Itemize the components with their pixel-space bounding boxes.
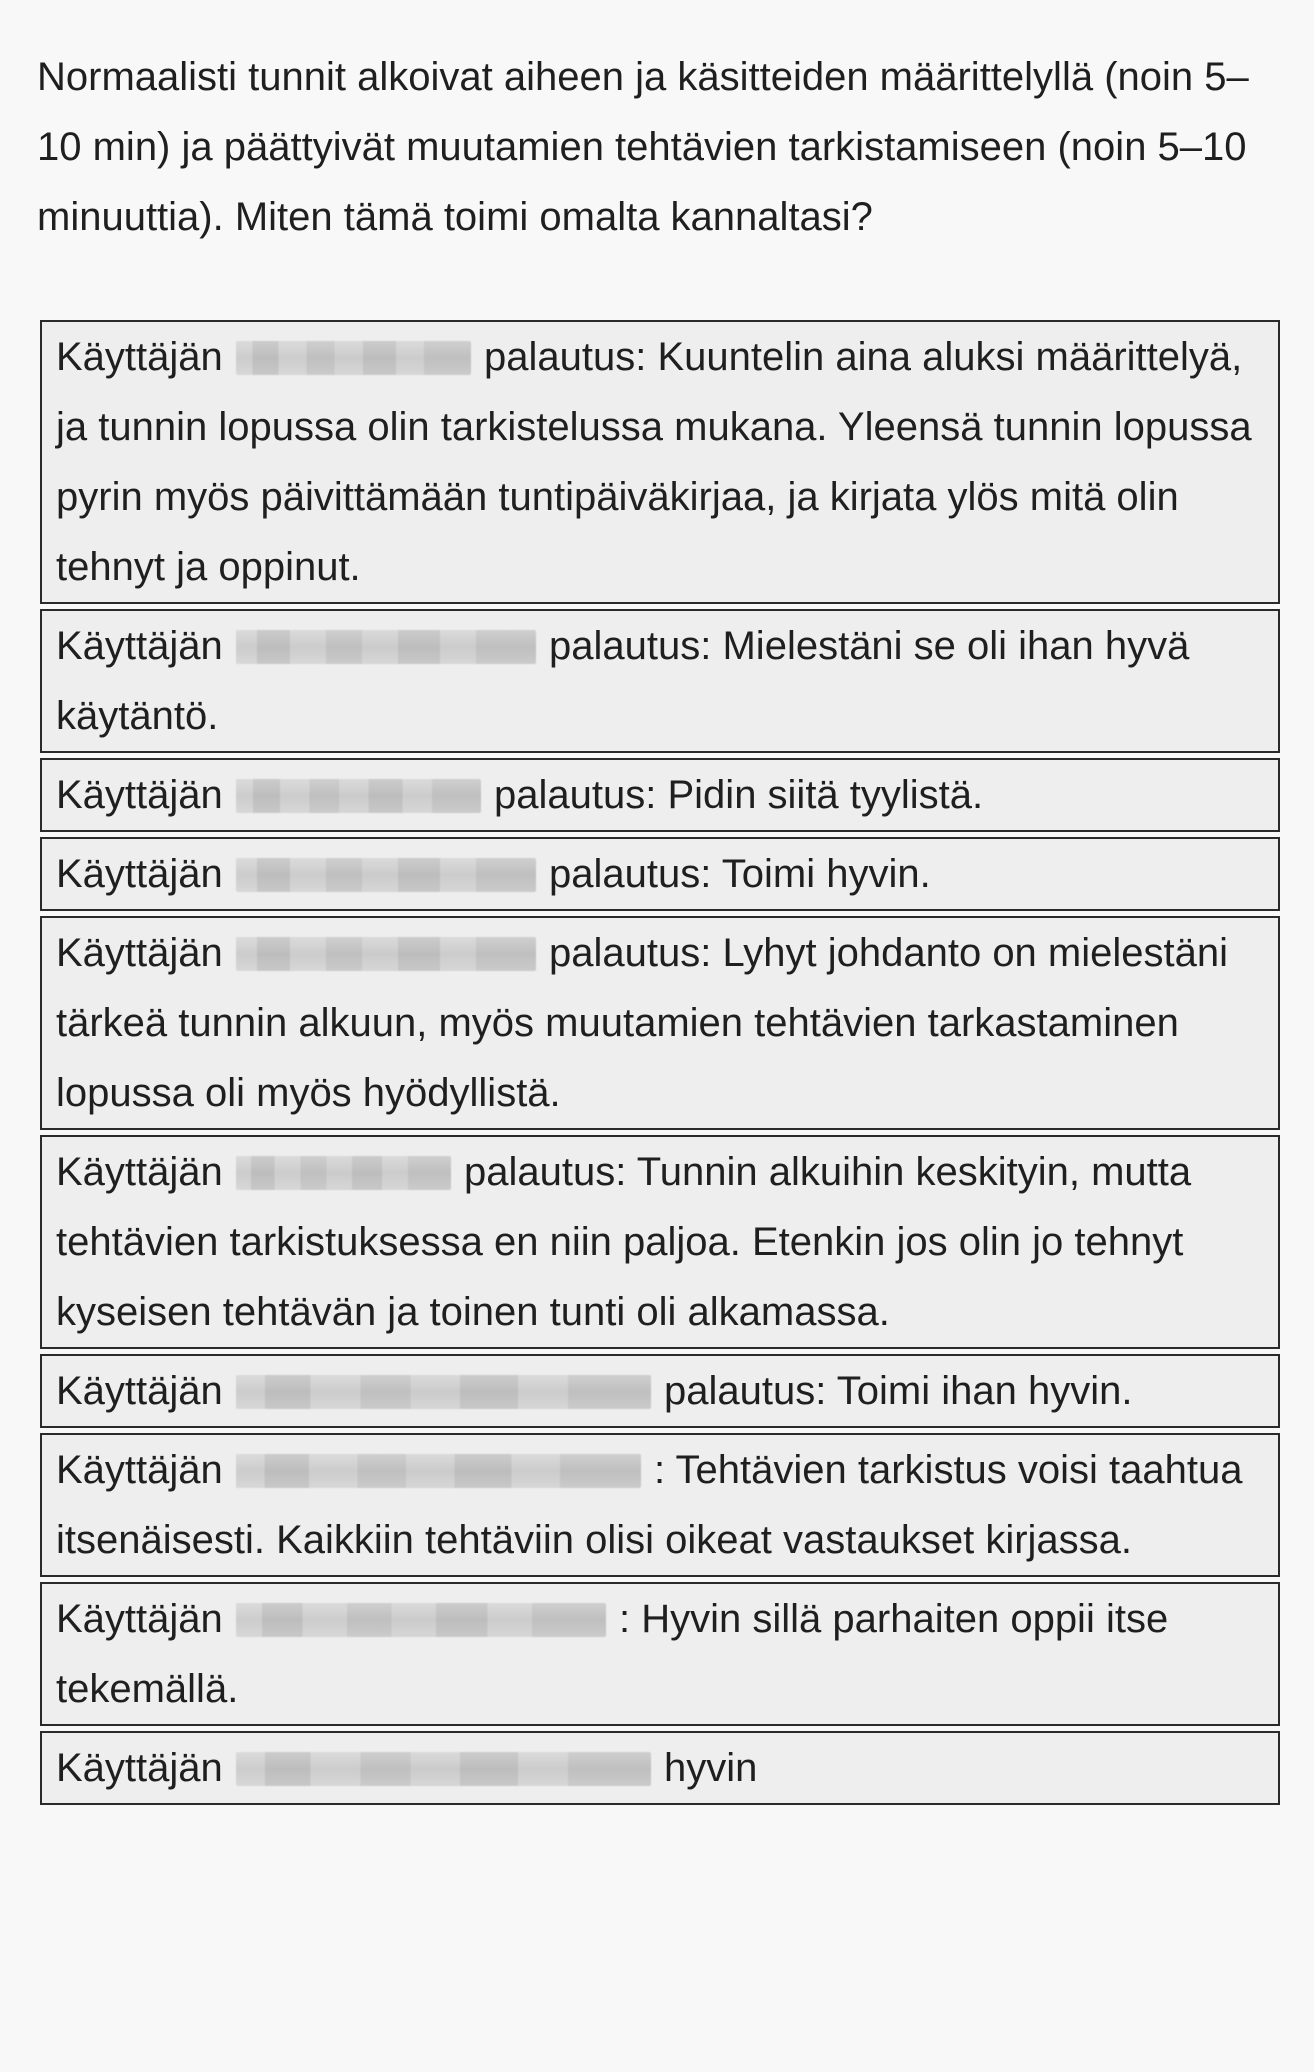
answer-text: : Tehtävien tarkistus voisi taahtua itsenäisesti. Kaikkiin tehtäviin olisi oikeat vastaukset kirjassa.: [56, 1448, 1243, 1562]
answer-prefix: Käyttäjän: [56, 1597, 223, 1641]
answer-card: [40, 1354, 1280, 1428]
answer-prefix: Käyttäjän: [56, 1448, 223, 1492]
redacted-username: [236, 1752, 651, 1786]
answer-card: [40, 837, 1280, 911]
answer-text: palautus: Mielestäni se oli ihan hyvä käytäntö.: [56, 624, 1190, 738]
answer-text: palautus: Toimi hyvin.: [549, 852, 931, 896]
answer-text: hyvin: [664, 1746, 758, 1790]
answer-list: [40, 320, 1280, 1805]
redacted-username: [236, 341, 471, 375]
redacted-username: [236, 937, 536, 971]
answer-prefix: Käyttäjän: [56, 1746, 223, 1790]
answer-prefix: Käyttäjän: [56, 931, 223, 975]
answer-text: : Hyvin sillä parhaiten oppii itse tekemällä.: [56, 1597, 1169, 1711]
redacted-username: [236, 1375, 651, 1409]
answer-card: [40, 1582, 1280, 1726]
redacted-username: [236, 630, 536, 664]
redacted-username: [236, 1454, 641, 1488]
answer-text: palautus: Pidin siitä tyylistä.: [494, 773, 984, 817]
answer-text: palautus: Tunnin alkuihin keskityin, mutta tehtävien tarkistuksessa en niin paljoa. Etenkin jos olin jo tehnyt kyseisen tehtävän ja toinen tunti oli alkamassa.: [56, 1150, 1192, 1334]
answer-card: [40, 1731, 1280, 1805]
answer-text: palautus: Lyhyt johdanto on mielestäni tärkeä tunnin alkuun, myös muutamien tehtävien tarkastaminen lopussa oli myös hyödyllistä.: [56, 931, 1228, 1115]
answer-text: palautus: Kuuntelin aina aluksi määrittelyä, ja tunnin lopussa olin tarkistelussa mukana. Yleensä tunnin lopussa pyrin myös päivittämään tuntipäiväkirjaa, ja kirjata ylös mitä olin tehnyt ja oppinut.: [56, 335, 1252, 589]
question-text: Normaalisti tunnit alkoivat aiheen ja käsitteiden määrittelyllä (noin 5–10 min) ja päättyivät muutamien tehtävien tarkistamiseen (noin 5–10 minuuttia). Miten tämä toimi omalta kannaltasi?: [37, 55, 1249, 239]
answer-prefix: Käyttäjän: [56, 773, 223, 817]
answer-card: [40, 916, 1280, 1130]
answer-prefix: Käyttäjän: [56, 335, 223, 379]
answer-card: [40, 1135, 1280, 1349]
answer-prefix: Käyttäjän: [56, 852, 223, 896]
answer-prefix: Käyttäjän: [56, 1150, 223, 1194]
answer-prefix: Käyttäjän: [56, 1369, 223, 1413]
answer-card: [40, 1433, 1280, 1577]
redacted-username: [236, 858, 536, 892]
answer-prefix: Käyttäjän: [56, 624, 223, 668]
answer-card: [40, 609, 1280, 753]
answer-card: [40, 758, 1280, 832]
redacted-username: [236, 1156, 451, 1190]
answer-card: [40, 320, 1280, 604]
redacted-username: [236, 1603, 606, 1637]
redacted-username: [236, 779, 481, 813]
answer-text: palautus: Toimi ihan hyvin.: [664, 1369, 1133, 1413]
